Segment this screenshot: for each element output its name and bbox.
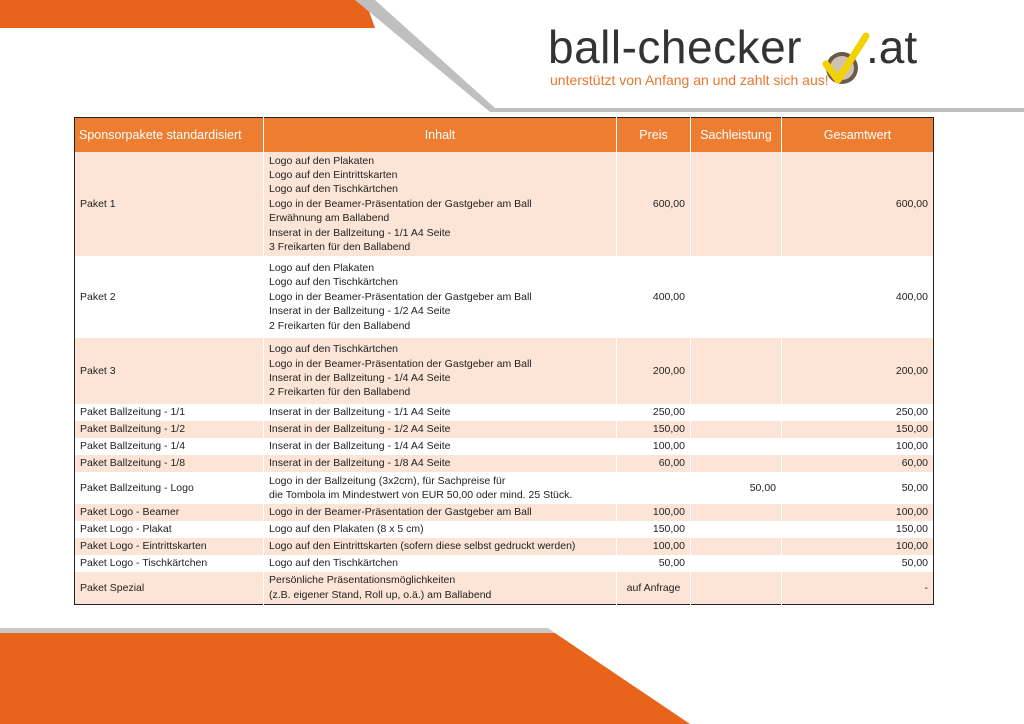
cell-total: 600,00 (782, 152, 934, 256)
table-row (75, 555, 934, 572)
cell-package: Paket Ballzeitung - 1/8 (75, 455, 264, 472)
content-line: Erwähnung am Ballabend (269, 212, 390, 225)
content-line: Logo auf den Plakaten (8 x 5 cm) (269, 523, 424, 536)
content-line: Logo in der Beamer-Präsentation der Gastgeber am Ball (269, 357, 532, 370)
cell-package: Paket 2 (75, 256, 264, 338)
table-header-row (75, 118, 934, 153)
cell-content (264, 338, 617, 404)
header-price: Preis (617, 118, 691, 153)
content-line: Logo in der Beamer-Präsentation der Gastgeber am Ball (269, 197, 532, 210)
cell-package: Paket 3 (75, 338, 264, 404)
cell-price: 60,00 (617, 455, 691, 472)
cell-content (264, 521, 617, 538)
cell-package: Paket Spezial (75, 572, 264, 604)
cell-total: 150,00 (782, 421, 934, 438)
content-line: Inserat in der Ballzeitung - 1/1 A4 Seite (269, 226, 451, 239)
brand-tagline: unterstützt von Anfang an und zahlt sich aus! (550, 72, 829, 88)
cell-total: 400,00 (782, 256, 934, 338)
cell-price: 400,00 (617, 256, 691, 338)
content-line: 3 Freikarten für den Ballabend (269, 241, 411, 254)
cell-in-kind (691, 572, 782, 604)
cell-total: - (782, 572, 934, 604)
table-row (75, 455, 934, 472)
cell-total: 100,00 (782, 504, 934, 521)
header-package: Sponsorpakete standardisiert (75, 118, 264, 153)
cell-content (264, 538, 617, 555)
table-row (75, 472, 934, 504)
header-content: Inhalt (264, 118, 617, 153)
table-row (75, 504, 934, 521)
cell-in-kind (691, 338, 782, 404)
cell-in-kind (691, 538, 782, 555)
content-line: Logo auf den Tischkärtchen (269, 276, 399, 289)
content-line: Logo auf den Plakaten (269, 261, 375, 274)
cell-total: 50,00 (782, 472, 934, 504)
cell-price: 200,00 (617, 338, 691, 404)
cell-content (264, 504, 617, 521)
content-line: Logo auf den Eintrittskarten (sofern diese selbst gedruckt werden) (269, 540, 576, 553)
cell-price: 600,00 (617, 152, 691, 256)
header-in-kind: Sachleistung (691, 118, 782, 153)
content-line: Inserat in der Ballzeitung - 1/2 A4 Seite (269, 423, 451, 436)
table-row (75, 538, 934, 555)
content-line: Inserat in der Ballzeitung - 1/4 A4 Seite (269, 372, 451, 384)
cell-in-kind (691, 256, 782, 338)
cell-content (264, 472, 617, 504)
table-row (75, 438, 934, 455)
cell-total: 150,00 (782, 521, 934, 538)
cell-package: Paket Logo - Eintrittskarten (75, 538, 264, 555)
cell-price: 150,00 (617, 521, 691, 538)
cell-in-kind: 50,00 (691, 472, 782, 504)
bottom-gray-line (0, 628, 555, 633)
cell-total: 250,00 (782, 404, 934, 421)
table-row (75, 421, 934, 438)
cell-in-kind (691, 455, 782, 472)
content-line: Persönliche Präsentationsmöglichkeiten (269, 574, 456, 587)
table-row (75, 404, 934, 421)
cell-price: 50,00 (617, 555, 691, 572)
table-row (75, 338, 934, 404)
cell-price: 100,00 (617, 438, 691, 455)
content-line: Inserat in der Ballzeitung - 1/2 A4 Seite (269, 305, 451, 318)
cell-package: Paket Ballzeitung - 1/4 (75, 438, 264, 455)
content-line: Inserat in der Ballzeitung - 1/4 A4 Seite (269, 440, 451, 453)
content-line: 2 Freikarten für den Ballabend (269, 319, 411, 332)
cell-content (264, 421, 617, 438)
cell-content (264, 152, 617, 256)
cell-package: Paket Logo - Tischkärtchen (75, 555, 264, 572)
cell-package: Paket Ballzeitung - Logo (75, 472, 264, 504)
cell-package: Paket Ballzeitung - 1/2 (75, 421, 264, 438)
content-line: (z.B. eigener Stand, Roll up, o.ä.) am Ballabend (269, 588, 492, 601)
content-line: Logo in der Ballzeitung (3x2cm), für Sachpreise für (269, 474, 506, 487)
cell-in-kind (691, 504, 782, 521)
cell-content (264, 404, 617, 421)
content-line: Logo auf den Tischkärtchen (269, 183, 399, 196)
content-line: Inserat in der Ballzeitung - 1/1 A4 Seite (269, 406, 451, 419)
table-body (75, 152, 934, 604)
cell-in-kind (691, 152, 782, 256)
cell-package: Paket Logo - Plakat (75, 521, 264, 538)
bottom-orange-band (0, 633, 690, 724)
cell-package: Paket Ballzeitung - 1/1 (75, 404, 264, 421)
cell-content (264, 438, 617, 455)
cell-content (264, 256, 617, 338)
cell-price: 250,00 (617, 404, 691, 421)
cell-total: 200,00 (782, 338, 934, 404)
table-row (75, 572, 934, 604)
cell-total: 100,00 (782, 438, 934, 455)
brand-tld: .at (866, 21, 918, 73)
cell-in-kind (691, 555, 782, 572)
table-row (75, 521, 934, 538)
header-total: Gesamtwert (782, 118, 934, 153)
cell-total: 100,00 (782, 538, 934, 555)
cell-in-kind (691, 421, 782, 438)
cell-content (264, 555, 617, 572)
cell-price: 100,00 (617, 504, 691, 521)
content-line: Logo auf den Tischkärtchen (269, 557, 399, 570)
cell-in-kind (691, 438, 782, 455)
table-row (75, 152, 934, 256)
content-line: Inserat in der Ballzeitung - 1/8 A4 Seite (269, 457, 451, 470)
cell-in-kind (691, 404, 782, 421)
content-line: Logo in der Beamer-Präsentation der Gastgeber am Ball (269, 290, 532, 303)
content-line: Logo auf den Eintrittskarten (269, 168, 398, 181)
cell-price: 100,00 (617, 538, 691, 555)
cell-content (264, 455, 617, 472)
brand-name: ball-checker (548, 21, 802, 73)
content-line: die Tombola im Mindestwert von EUR 50,00 oder mind. 25 Stück. (269, 489, 573, 501)
cell-price: 150,00 (617, 421, 691, 438)
cell-total: 60,00 (782, 455, 934, 472)
cell-package: Paket Logo - Beamer (75, 504, 264, 521)
cell-price (617, 472, 691, 504)
content-line: Logo in der Beamer-Präsentation der Gastgeber am Ball (269, 506, 532, 519)
cell-in-kind (691, 521, 782, 538)
sponsor-packages-table (74, 117, 934, 605)
cell-total: 50,00 (782, 555, 934, 572)
content-line: 2 Freikarten für den Ballabend (269, 386, 411, 399)
cell-content (264, 572, 617, 604)
top-orange-band (0, 0, 375, 28)
cell-price: auf Anfrage (617, 572, 691, 604)
table-row (75, 256, 934, 338)
brand-logo (548, 22, 928, 102)
cell-package: Paket 1 (75, 152, 264, 256)
content-line: Logo auf den Plakaten (269, 154, 375, 167)
content-line: Logo auf den Tischkärtchen (269, 343, 399, 356)
